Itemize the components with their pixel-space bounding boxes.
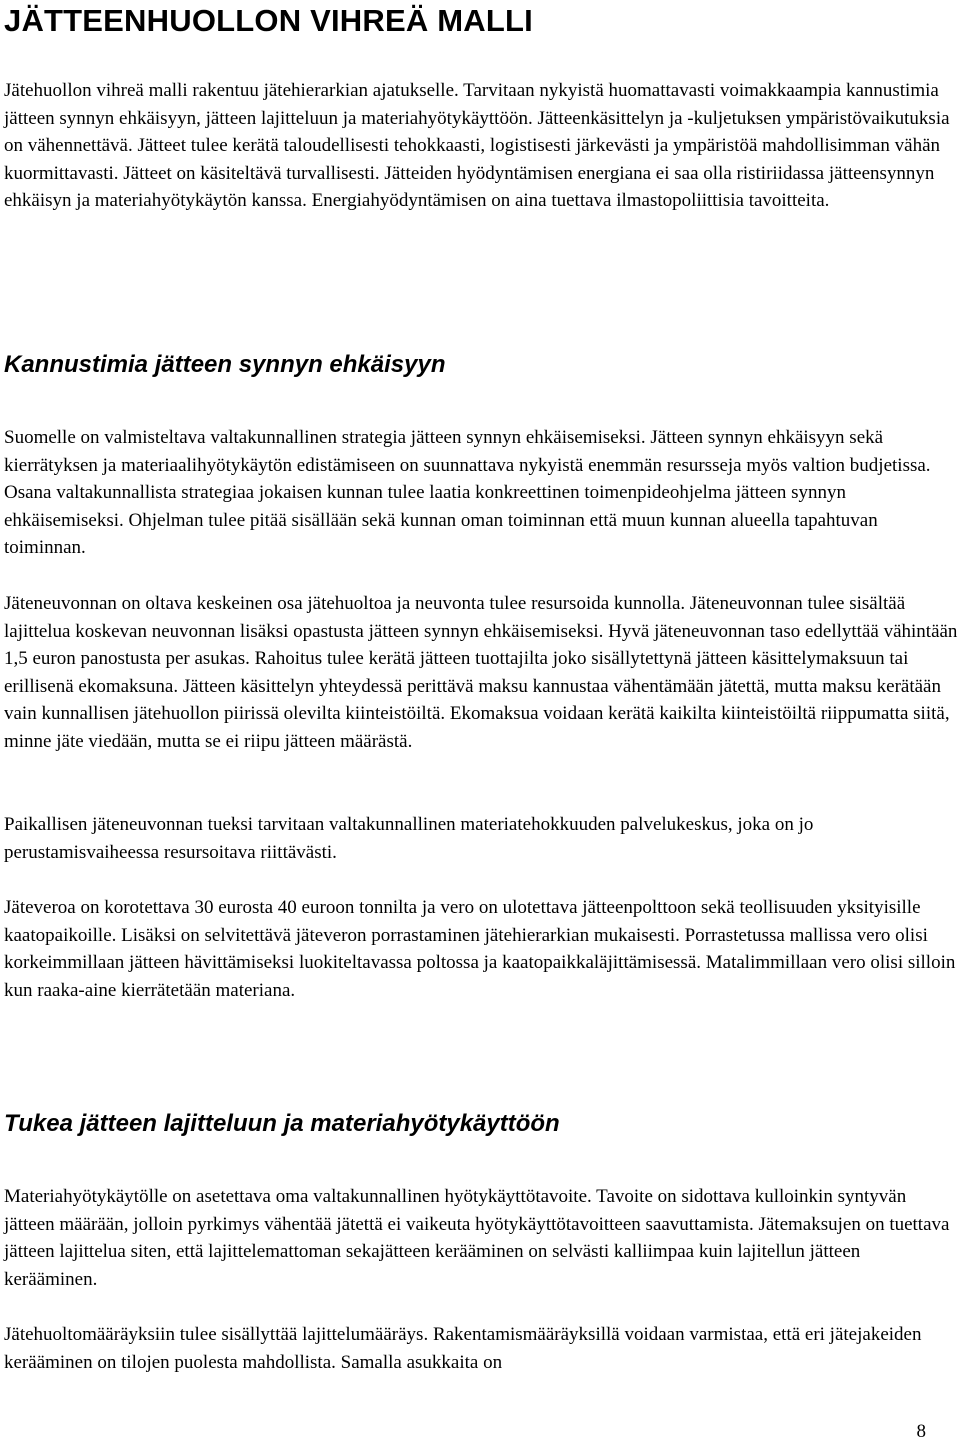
intro-paragraph: Jätehuollon vihreä malli rakentuu jätehierarkian ajatukselle. Tarvitaan nykyistä huomattavasti voimakkaampia kannustimia jätteen synnyn ehkäisyyn, jätteen lajitteluun ja materiahyötykäyttöön. Jätteenkäsittelyn ja -kuljetuksen ympäristövaikutuksia on vähennettävä. Jätteet tulee kerätä taloudellisesti tehokkaasti, logistisesti järkevästi ja ympäristöä mahdollisimman vähän kuormittavasti. Jätteet on käsiteltävä turvallisesti. Jätteiden hyödyntämisen energiana ei saa olla ristiriidassa jätteensynnyn ehkäisyn ja materiahyötykäytön kanssa. Energiahyödyntämisen on aina tuettava ilmastopoliittisia tavoitteita. — [4, 80, 950, 212]
paragraph-waste-tax: Jäteveroa on korotettava 30 eurosta 40 euroon tonnilta ja vero on ulotettava jätteenpolttoon sekä teollisuuden yksityisille kaatopaikoille. Lisäksi on selvitettävä jäteveron porrastaminen jätehierarkian mukaisesti. Porrastetussa mallissa vero olisi korkeimmillaan jätteen hävittämiseksi luokiteltavassa poltossa ja kaatopaikkaläjittämisessä. Matalimmillaan vero olisi silloin kun raaka-aine kierrätetään materiana. — [4, 897, 956, 1001]
page-title: JÄTTEENHUOLLON VIHREÄ MALLI — [4, 3, 533, 38]
paragraph-strategy: Suomelle on valmisteltava valtakunnallinen strategia jätteen synnyn ehkäisemiseksi. Jätteen synnyn ehkäisyyn sekä kierrätyksen ja materiaalihyötykäytön edistämiseen on suunnattava nykyistä enemmän resursseja myös valtion budjetissa. Osana valtakunnallista strategiaa jokaisen kunnan tulee laatia konkreettinen toimenpideohjelma jätteen synnyn ehkäisemiseksi. Ohjelman tulee pitää sisällään sekä kunnan oman toiminnan että muun kunnan alueella tapahtuvan toiminnan. — [4, 427, 931, 559]
paragraph-service-centre: Paikallisen jäteneuvonnan tueksi tarvitaan valtakunnallinen materiatehokkuuden palvelukeskus, joka on jo perustamisvaiheessa resursoitava riittävästi. — [4, 814, 814, 863]
page-number: 8 — [916, 1421, 926, 1442]
paragraph-waste-advice: Jäteneuvonnan on oltava keskeinen osa jätehuoltoa ja neuvonta tulee resursoida kunnolla. Jäteneuvonnan tulee sisältää lajittelua koskevan neuvonnan lisäksi opastusta jätteen synnyn ehkäisemiseksi. Hyvä jäteneuvonnan taso edellyttää vähintään 1,5 euron panostusta per asukas. Rahoitus tulee kerätä jätteen tuottajilta joko sisällytettynä jätteen käsittelymaksuun tai erillisenä ekomaksuna. Jätteen käsittelyn yhteydessä perittävä maksu kannustaa vähentämään jätettä, mutta maksu kerätään vain kunnallisen jätehuollon piirissä olevilta kiinteistöiltä. Ekomaksua voidaan kerätä kaikilta kiinteistöiltä riippumatta siitä, minne jäte viedään, mutta se ei riipu jätteen määrästä. — [4, 593, 958, 752]
paragraph-sorting-regulations: Jätehuoltomääräyksiin tulee sisällyttää lajittelumääräys. Rakentamismääräyksillä voidaan varmistaa, että eri jätejakeiden kerääminen on tilojen puolesta mahdollista. Samalla asukkaita on — [4, 1324, 922, 1373]
paragraph-recovery-target: Materiahyötykäytölle on asetettava oma valtakunnallinen hyötykäyttötavoite. Tavoite on sidottava kulloinkin syntyvän jätteen määrään, jolloin pyrkimys vähentää jätettä ei vaikeuta hyötykäyttötavoitteen saavuttamista. Jätemaksujen on tuettava jätteen lajittelua siten, että lajittelemattoman sekajätteen kerääminen on selvästi kalliimpaa kuin lajitellun jätteen kerääminen. — [4, 1186, 950, 1290]
section-heading-prevention: Kannustimia jätteen synnyn ehkäisyyn — [4, 351, 446, 378]
section-heading-sorting: Tukea jätteen lajitteluun ja materiahyötykäyttöön — [4, 1110, 560, 1137]
